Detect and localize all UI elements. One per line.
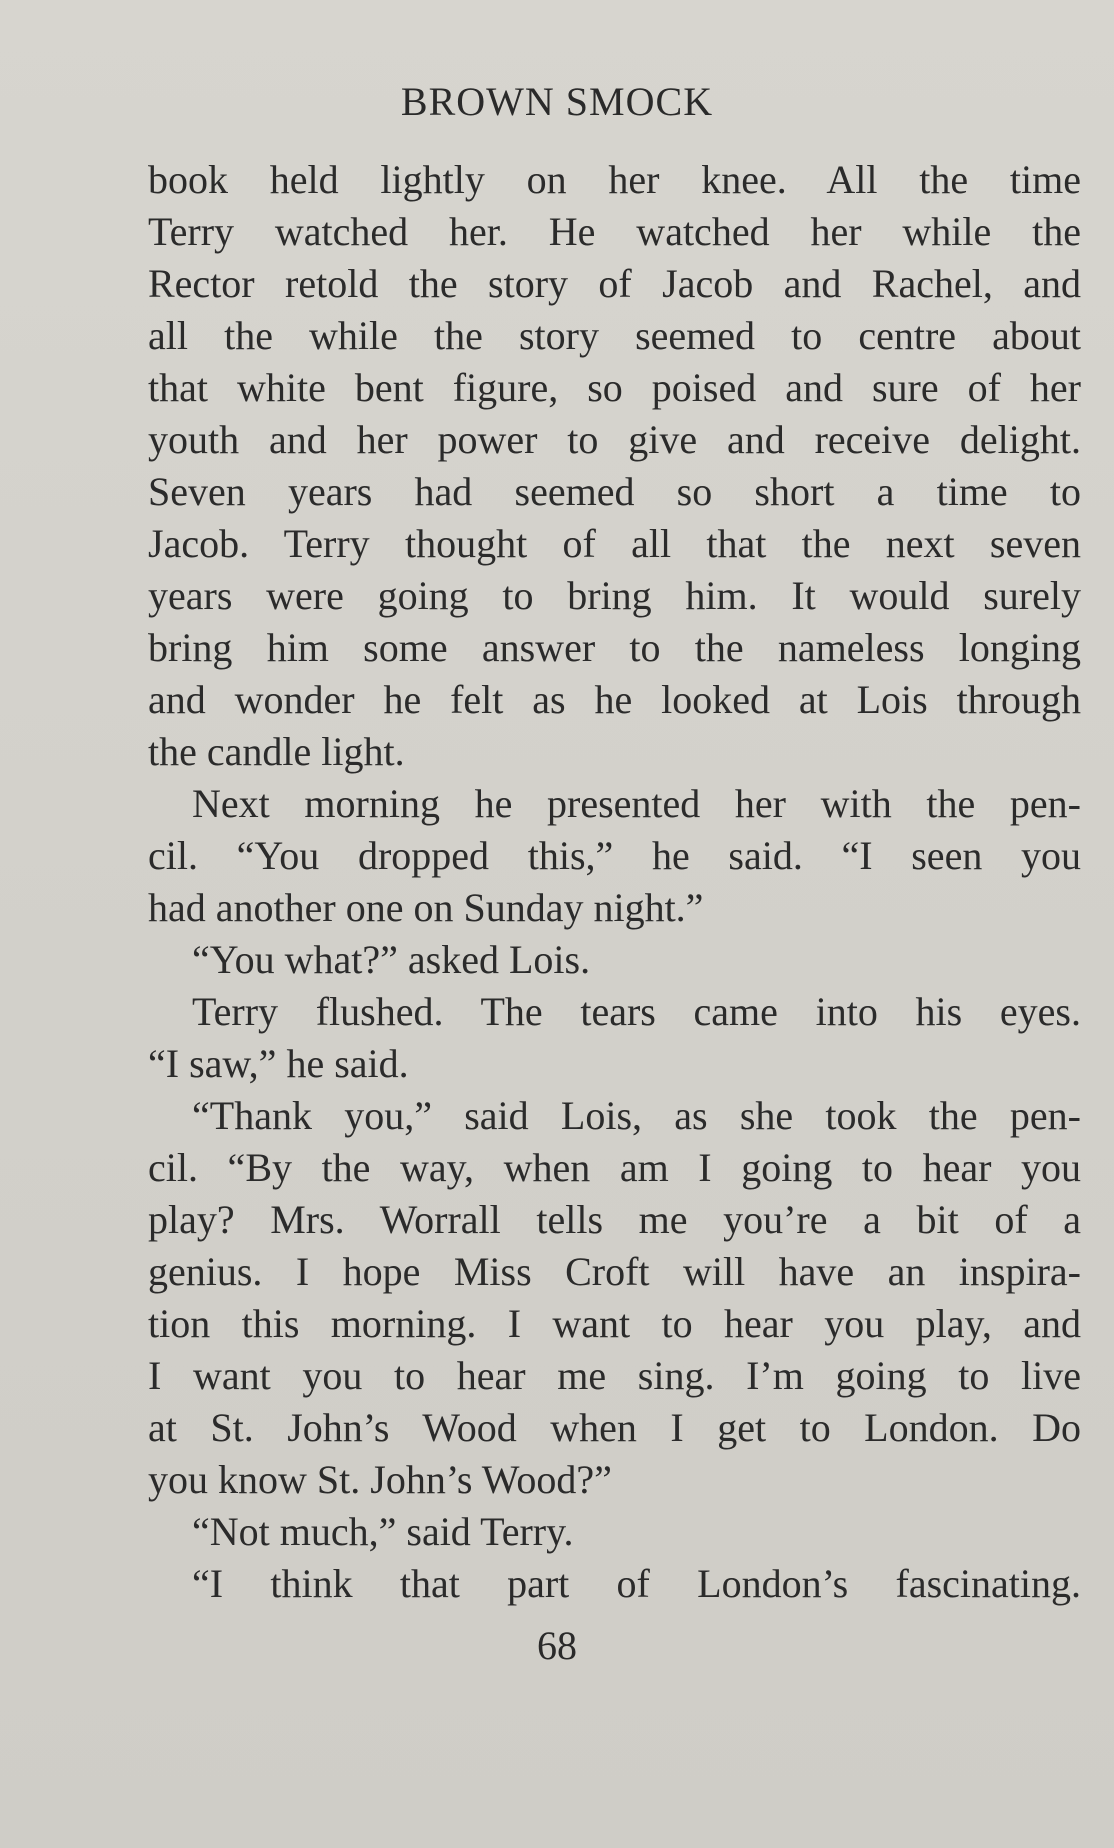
running-head: BROWN SMOCK	[400, 79, 714, 124]
text-line: all the while the story seemed to centre about	[148, 313, 1081, 358]
text-line: Seven years had seemed so short a time to	[148, 469, 1081, 514]
text-line: the candle light.	[148, 729, 405, 774]
text-line: youth and her power to give and receive delight.	[148, 417, 1081, 462]
text-line: “I think that part of London’s fascinating.	[192, 1561, 1081, 1606]
text-line: Next morning he presented her with the pen-	[192, 781, 1081, 826]
text-line: play? Mrs. Worrall tells me you’re a bit of a	[148, 1197, 1081, 1242]
text-line: cil. “By the way, when am I going to hear you	[148, 1145, 1081, 1190]
text-line: “Thank you,” said Lois, as she took the pen-	[192, 1093, 1081, 1138]
text-line: I want you to hear me sing. I’m going to live	[148, 1353, 1081, 1398]
text-line: Terry watched her. He watched her while the	[148, 209, 1081, 254]
text-line: cil. “You dropped this,” he said. “I seen you	[148, 833, 1081, 878]
text-line: “I saw,” he said.	[148, 1041, 409, 1086]
text-line: and wonder he felt as he looked at Lois through	[148, 677, 1081, 722]
text-line: bring him some answer to the nameless longing	[148, 625, 1081, 670]
body-text	[148, 154, 1081, 1610]
text-line: at St. John’s Wood when I get to London. Do	[148, 1405, 1081, 1450]
text-line: Rector retold the story of Jacob and Rachel, and	[148, 261, 1081, 306]
text-line: book held lightly on her knee. All the time	[148, 157, 1081, 202]
text-line: “You what?” asked Lois.	[192, 937, 591, 982]
text-line: Jacob. Terry thought of all that the next seven	[148, 521, 1081, 566]
text-line: had another one on Sunday night.”	[148, 885, 704, 930]
text-line: you know St. John’s Wood?”	[148, 1457, 612, 1502]
text-line: genius. I hope Miss Croft will have an inspira-	[148, 1249, 1081, 1294]
page-number: 68	[537, 1623, 577, 1668]
text-line: years were going to bring him. It would surely	[148, 573, 1081, 618]
text-line: tion this morning. I want to hear you play, and	[148, 1301, 1081, 1346]
text-line: Terry flushed. The tears came into his eyes.	[192, 989, 1081, 1034]
text-line: “Not much,” said Terry.	[192, 1509, 574, 1554]
text-line: that white bent figure, so poised and sure of her	[148, 365, 1081, 410]
